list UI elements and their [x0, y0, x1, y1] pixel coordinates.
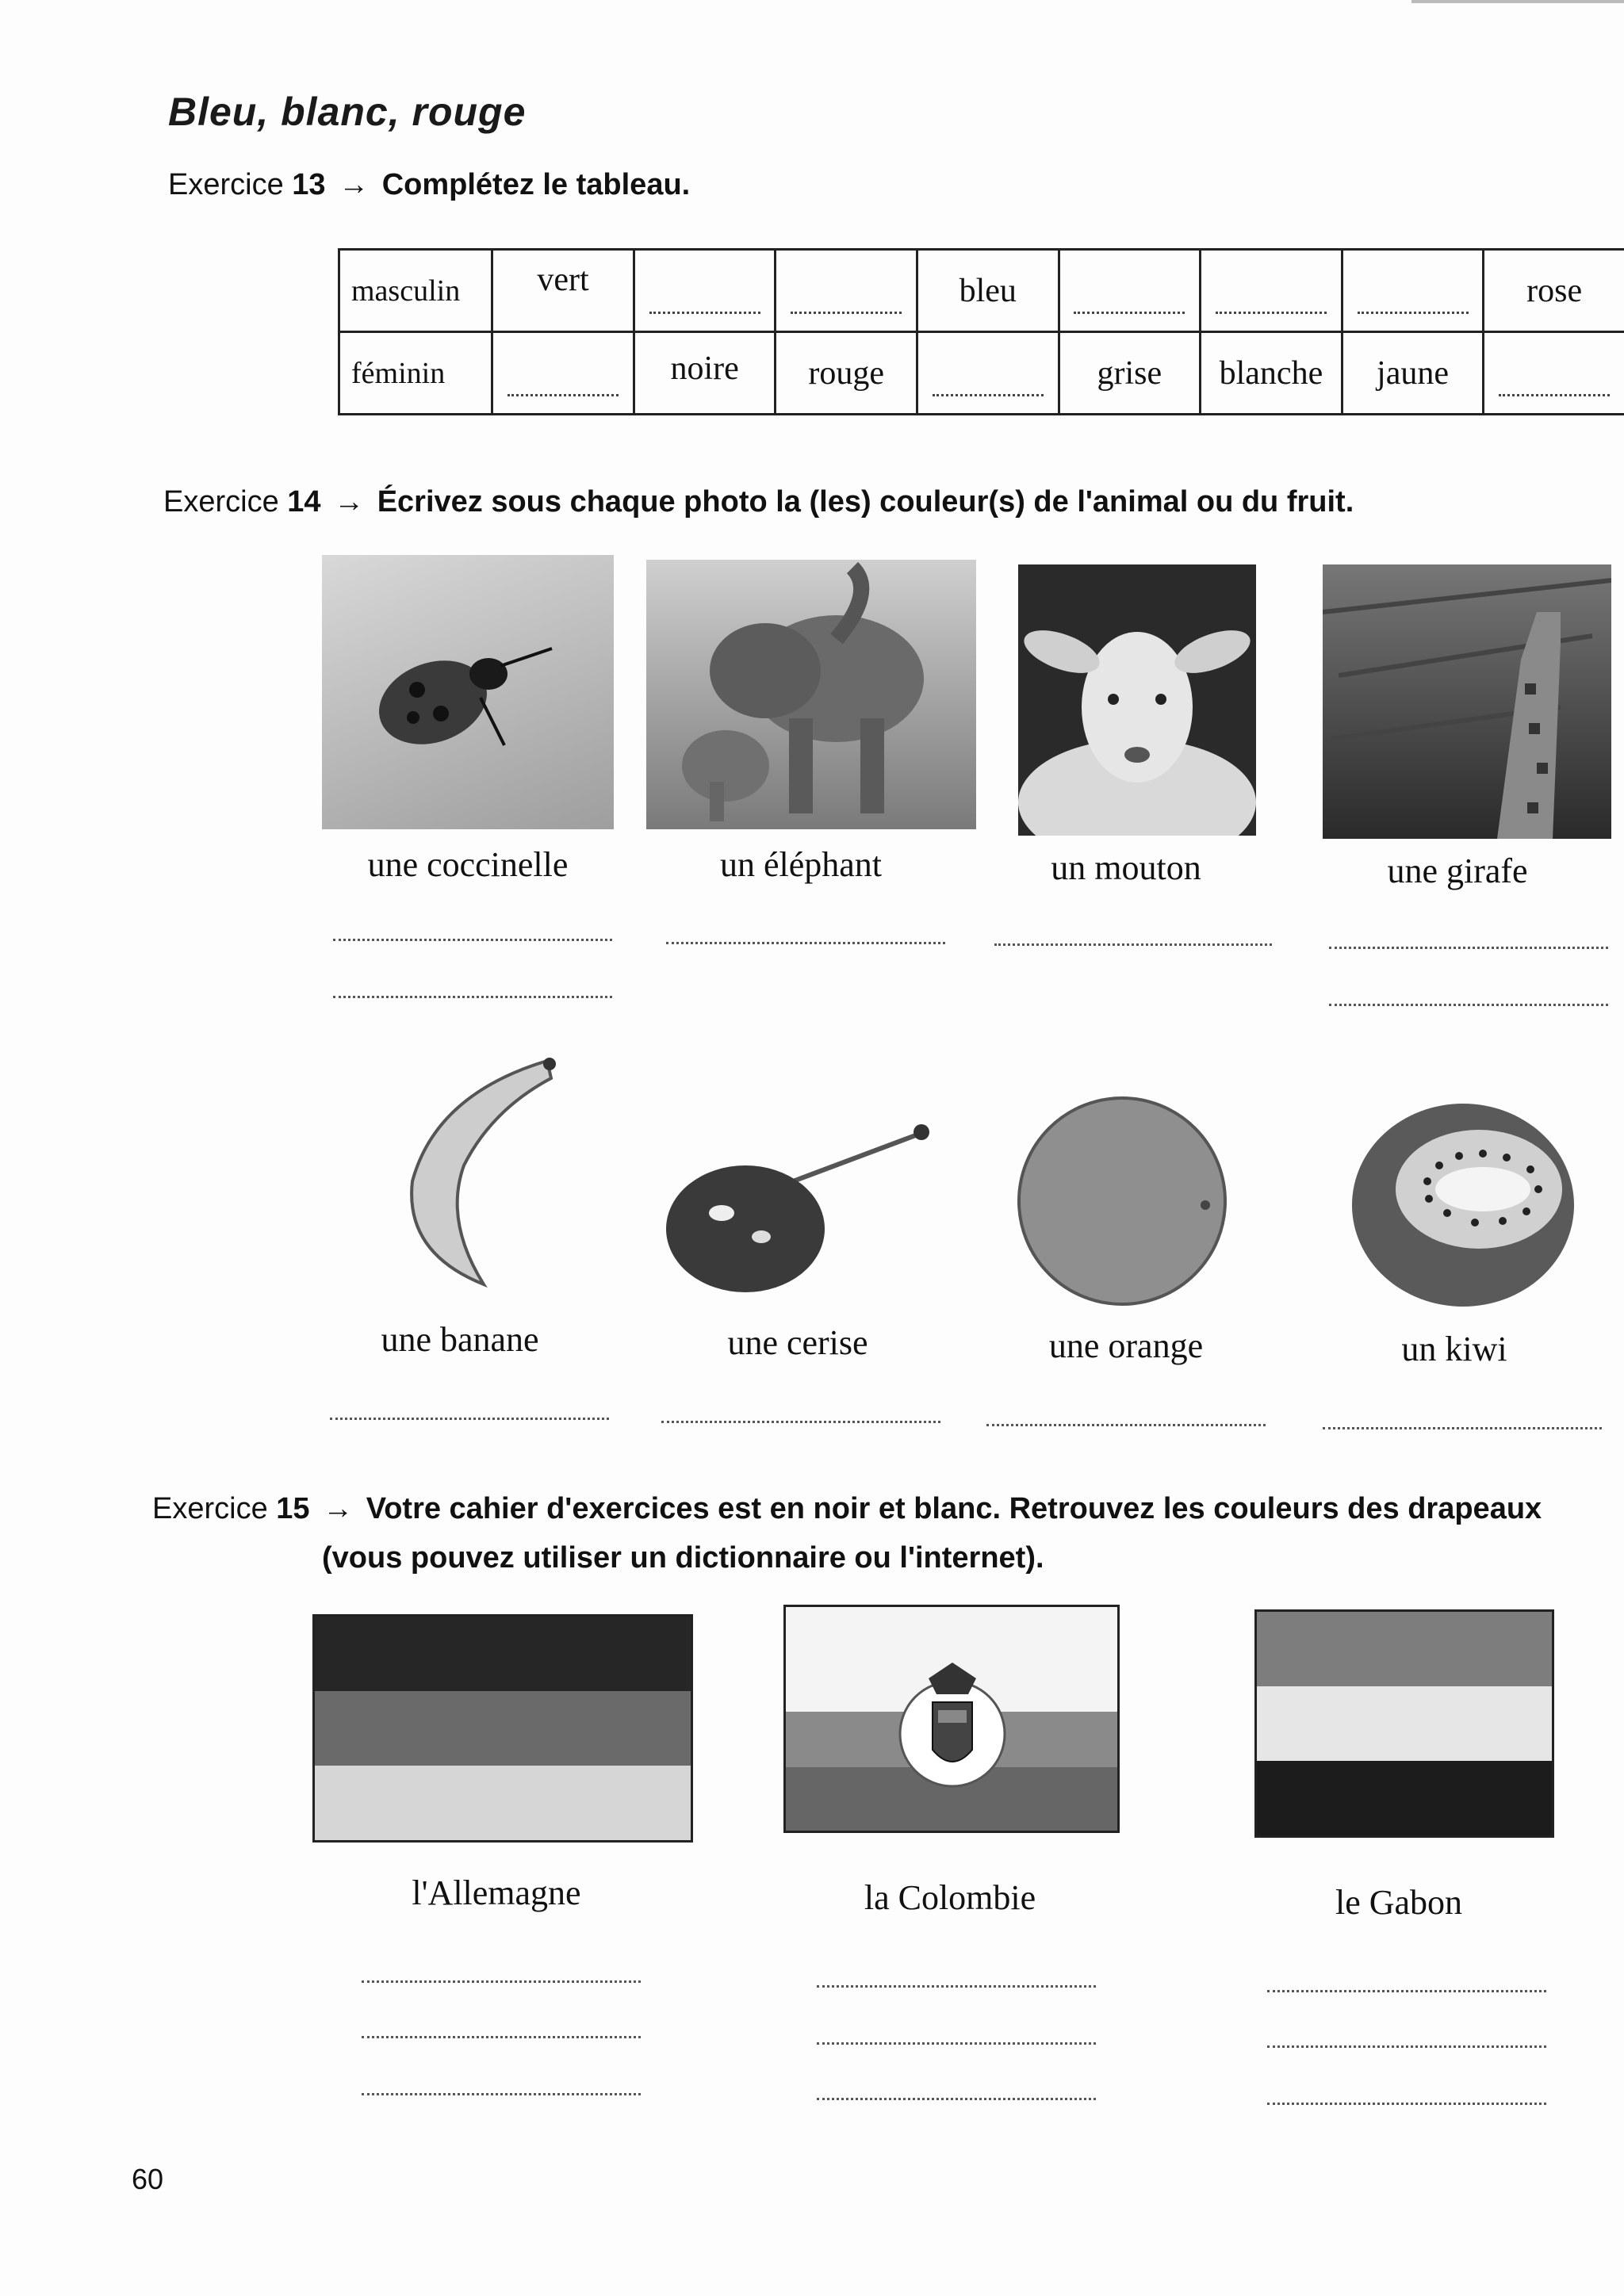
- answer-line[interactable]: [1329, 1004, 1608, 1006]
- exercise-15-heading-continued: [322, 1541, 1044, 1575]
- cherry-icon: [658, 1118, 944, 1300]
- arrow-icon: →: [323, 1492, 354, 1525]
- answer-line[interactable]: [362, 2036, 641, 2038]
- table-cell: noire: [634, 332, 776, 415]
- exercise-label: Exercice: [152, 1492, 268, 1525]
- exercise-number: 14: [287, 485, 321, 519]
- arrow-icon: →: [334, 485, 365, 519]
- answer-blank[interactable]: [1059, 250, 1201, 332]
- sheep-icon: [1018, 564, 1256, 836]
- answer-line[interactable]: [333, 939, 612, 941]
- country-caption: la Colombie: [864, 1878, 1036, 1917]
- answer-line[interactable]: [666, 942, 945, 944]
- table-cell: rouge: [776, 332, 917, 415]
- table-cell: grise: [1059, 332, 1201, 415]
- flag-colombia: [783, 1605, 1120, 1833]
- exercise-instruction: Écrivez sous chaque photo la (les) couleur(s) de l'animal ou du fruit.: [377, 485, 1354, 519]
- coat-of-arms-icon: [897, 1655, 1008, 1789]
- ladybug-photo: [322, 555, 614, 829]
- fruit-caption: une orange: [1048, 1326, 1204, 1365]
- answer-line[interactable]: [1267, 2045, 1546, 2048]
- flag-gabon: [1254, 1609, 1554, 1838]
- page-number: 60: [132, 2163, 164, 2195]
- elephant-icon: [646, 560, 976, 829]
- country-caption: le Gabon: [1335, 1883, 1463, 1922]
- animal-caption: un éléphant: [719, 845, 883, 884]
- giraffe-icon: [1323, 564, 1611, 839]
- answer-line[interactable]: [362, 2093, 641, 2095]
- answer-line[interactable]: [661, 1421, 940, 1423]
- country-caption: l'Allemagne: [412, 1873, 581, 1912]
- answer-blank[interactable]: [634, 250, 776, 332]
- page-title: Bleu, blanc, rouge: [168, 90, 527, 134]
- answer-line[interactable]: [994, 943, 1272, 946]
- answer-line[interactable]: [817, 2098, 1096, 2100]
- table-cell: vert: [492, 250, 634, 332]
- exercise-number: 13: [292, 168, 326, 201]
- answer-line[interactable]: [986, 1424, 1266, 1426]
- row-header: féminin: [339, 332, 492, 415]
- answer-line[interactable]: [1267, 1990, 1546, 1992]
- exercise-label: Exercice: [163, 485, 279, 519]
- exercise-instruction: Votre cahier d'exercices est en noir et blanc. Retrouvez les couleurs des drapeaux: [366, 1492, 1542, 1525]
- table-cell: rose: [1484, 250, 1624, 332]
- exercise-14-heading: [163, 485, 1354, 519]
- animal-caption: une girafe: [1387, 851, 1528, 890]
- table-cell: blanche: [1201, 332, 1342, 415]
- top-edge-line: [1411, 0, 1624, 3]
- exercise-15-heading: [152, 1492, 1542, 1526]
- banana-icon: [389, 1047, 563, 1300]
- color-table: [338, 248, 1624, 415]
- answer-line[interactable]: [817, 1985, 1096, 1988]
- exercise-instruction: (vous pouvez utiliser un dictionnaire ou l'internet).: [322, 1541, 1044, 1575]
- animal-caption: un mouton: [1051, 848, 1201, 887]
- giraffe-photo: [1323, 564, 1611, 839]
- animal-caption: une coccinelle: [367, 845, 569, 884]
- answer-line[interactable]: [1323, 1427, 1602, 1429]
- answer-blank[interactable]: [917, 332, 1059, 415]
- ladybug-icon: [322, 555, 614, 829]
- fruit-caption: une cerise: [727, 1323, 868, 1362]
- table-cell: jaune: [1342, 332, 1484, 415]
- exercise-number: 15: [276, 1492, 310, 1525]
- exercise-instruction: Complétez le tableau.: [381, 168, 691, 201]
- answer-blank[interactable]: [1342, 250, 1484, 332]
- fruit-caption: une banane: [381, 1320, 539, 1359]
- answer-line[interactable]: [817, 2042, 1096, 2045]
- answer-blank[interactable]: [1484, 332, 1624, 415]
- table-row-feminin: [339, 332, 1624, 415]
- answer-line[interactable]: [333, 996, 612, 998]
- sheep-photo: [1018, 564, 1256, 836]
- answer-line[interactable]: [330, 1418, 609, 1420]
- elephant-photo: [646, 560, 976, 829]
- table-cell: bleu: [917, 250, 1059, 332]
- answer-blank[interactable]: [776, 250, 917, 332]
- exercise-label: Exercice: [168, 168, 284, 201]
- table-row-masculin: [339, 250, 1624, 332]
- kiwi-icon: [1340, 1094, 1586, 1316]
- exercise-13-heading: [168, 168, 690, 202]
- row-header: masculin: [339, 250, 492, 332]
- answer-line[interactable]: [362, 1980, 641, 1983]
- answer-blank[interactable]: [1201, 250, 1342, 332]
- answer-line[interactable]: [1329, 947, 1608, 949]
- answer-line[interactable]: [1267, 2103, 1546, 2105]
- answer-blank[interactable]: [492, 332, 634, 415]
- flag-germany: [312, 1614, 693, 1843]
- orange-icon: [1007, 1094, 1237, 1308]
- arrow-icon: →: [339, 168, 370, 201]
- fruit-caption: un kiwi: [1401, 1330, 1507, 1368]
